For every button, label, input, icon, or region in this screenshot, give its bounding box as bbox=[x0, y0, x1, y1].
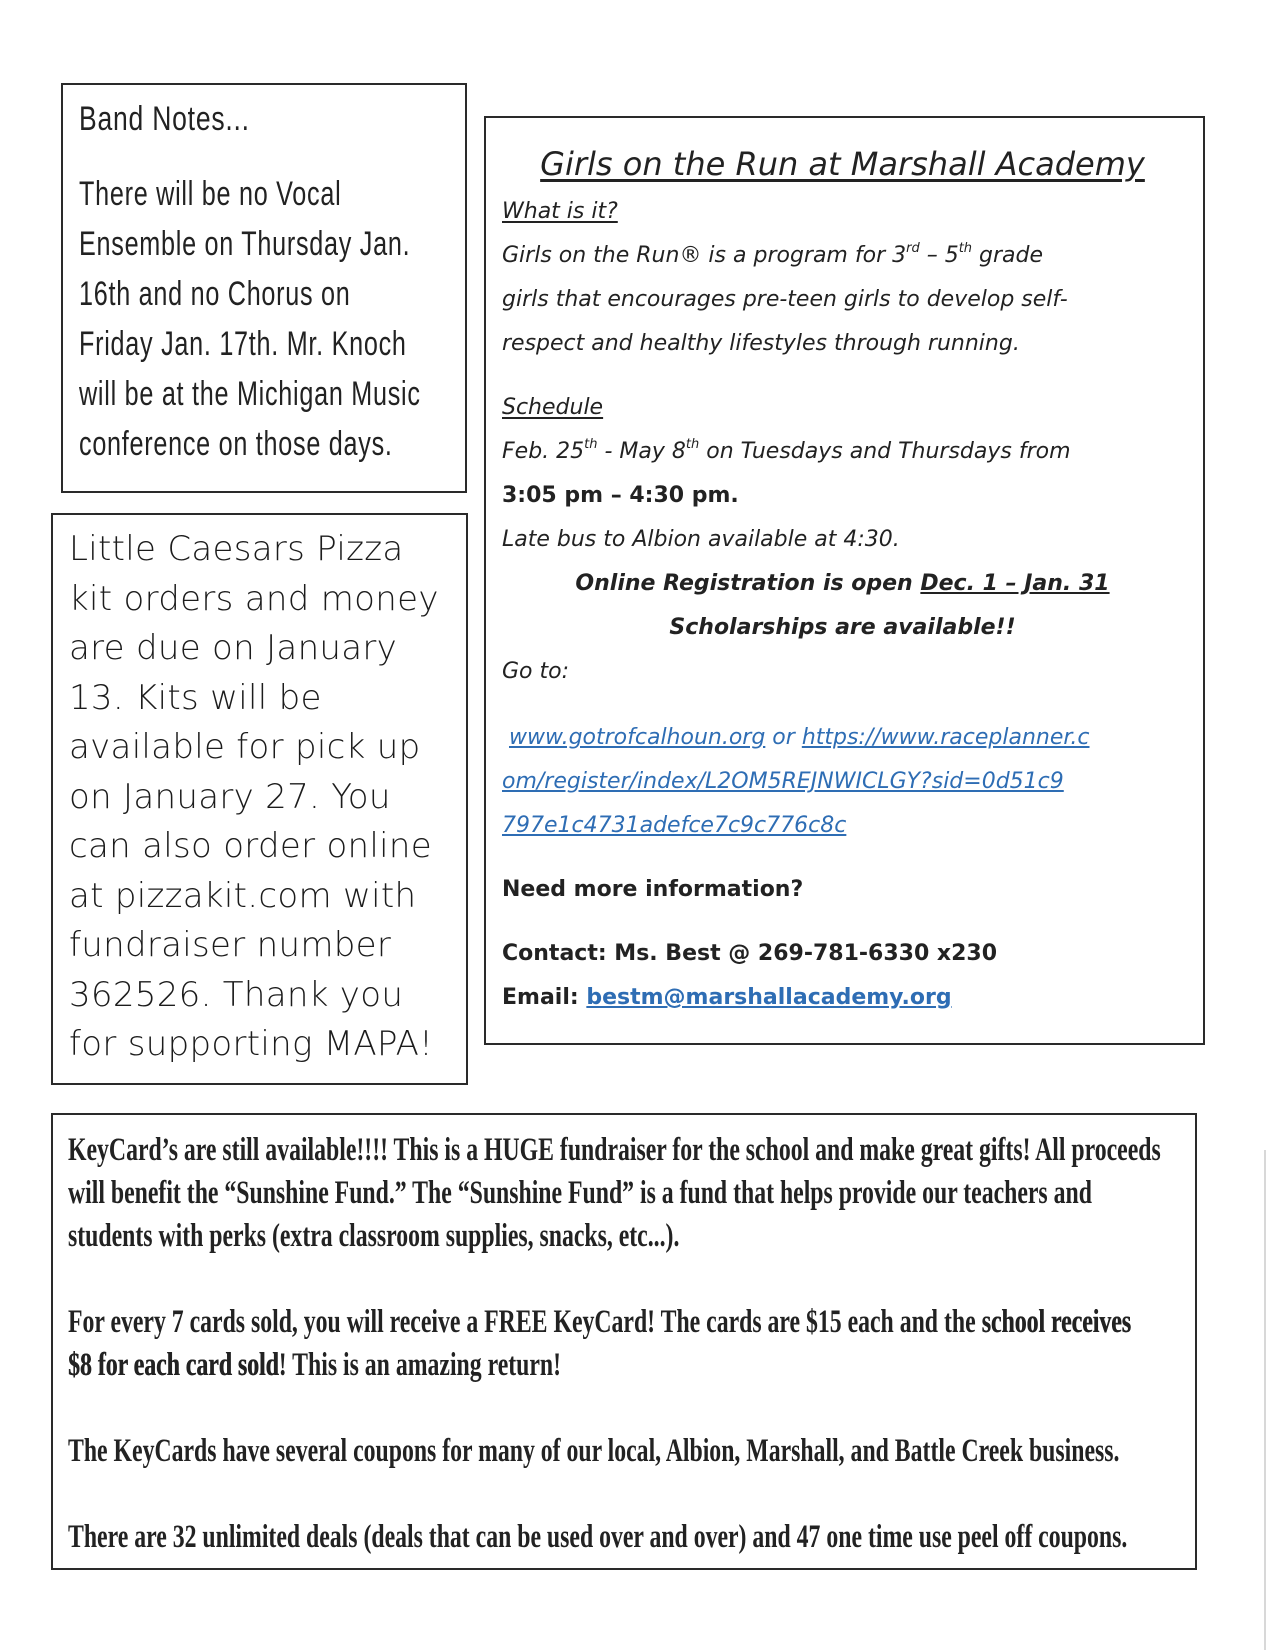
what-description-line: respect and healthy lifestyles through running. bbox=[502, 331, 1020, 356]
text: grade bbox=[972, 243, 1044, 268]
pizza-line: fundraiser number bbox=[69, 925, 392, 965]
text: Email: bbox=[502, 985, 587, 1010]
superscript: th bbox=[685, 437, 700, 452]
text: – 5 bbox=[919, 243, 959, 268]
late-bus-note: Late bus to Albion available at 4:30. bbox=[502, 527, 900, 552]
keycard-line: will benefit the “Sunshine Fund.” The “Sunshine Fund” is a fund that helps provide our teachers and bbox=[68, 1175, 1092, 1211]
pizza-kit-box bbox=[51, 513, 468, 1085]
keycard-box bbox=[51, 1113, 1197, 1570]
band-notes-title: Band Notes... bbox=[79, 100, 250, 138]
text: Feb. 25 bbox=[502, 439, 585, 464]
gotr-heading: Girls on the Run at Marshall Academy bbox=[540, 145, 1145, 183]
keycard-line: The KeyCards have several coupons for many of our local, Albion, Marshall, and Battle Creek business. bbox=[68, 1433, 1120, 1469]
scan-edge-line bbox=[1264, 1150, 1266, 1650]
superscript: th bbox=[584, 437, 598, 452]
need-info-label: Need more information? bbox=[502, 877, 804, 902]
raceplanner-link[interactable]: https://www.raceplanner.c bbox=[801, 725, 1090, 750]
pizza-line: on January 27. You bbox=[69, 776, 391, 817]
text: Girls on the Run® is a program for 3 bbox=[502, 243, 907, 268]
girls-on-the-run-box bbox=[484, 116, 1205, 1045]
text: ! This is an amazing return! bbox=[278, 1347, 562, 1383]
superscript: rd bbox=[906, 241, 920, 256]
email-link[interactable]: bestm@marshallacademy.org bbox=[586, 985, 952, 1010]
keycard-line bbox=[68, 1344, 871, 1387]
links-line bbox=[502, 716, 1183, 760]
links-line bbox=[502, 804, 1183, 848]
email-line bbox=[502, 976, 1183, 1020]
pizza-line: 362526. Thank you bbox=[69, 974, 404, 1015]
pizza-line: for supporting MAPA! bbox=[69, 1024, 434, 1064]
raceplanner-link[interactable]: om/register/index/L2OM5REJNWICLGY?sid=0d51c9 bbox=[502, 769, 1064, 794]
pizza-line: Little Caesars Pizza bbox=[69, 529, 404, 569]
registration-note bbox=[502, 562, 1183, 606]
what-is-it-label: What is it? bbox=[502, 199, 618, 224]
gotr-calhoun-link[interactable]: www.gotrofcalhoun.org bbox=[509, 725, 766, 750]
links-line bbox=[502, 760, 1183, 804]
band-notes-line: 16th and no Chorus on bbox=[79, 275, 351, 313]
band-notes-line: Friday Jan. 17th. Mr. Knoch bbox=[79, 325, 407, 363]
text: - May 8 bbox=[597, 439, 686, 464]
band-notes-line: There will be no Vocal bbox=[79, 175, 342, 213]
band-notes-line: will be at the Michigan Music bbox=[79, 375, 421, 413]
pizza-line: kit orders and money bbox=[69, 578, 439, 619]
keycard-line: students with perks (extra classroom supplies, snacks, etc...). bbox=[68, 1218, 680, 1254]
emphasis: school receives bbox=[981, 1304, 1131, 1340]
emphasis: $8 for each card sold bbox=[68, 1347, 279, 1383]
pizza-line: are due on January bbox=[69, 628, 398, 668]
contact-line: Contact: Ms. Best @ 269-781-6330 x230 bbox=[502, 941, 998, 966]
band-notes-box bbox=[61, 83, 467, 493]
superscript: th bbox=[958, 241, 973, 256]
registration-dates: Dec. 1 – Jan. 31 bbox=[920, 571, 1110, 596]
text: or bbox=[765, 725, 802, 750]
text: For every 7 cards sold, you will receive a FREE KeyCard! The cards are $15 each and the bbox=[68, 1304, 982, 1340]
pizza-line: available for pick up bbox=[69, 727, 421, 767]
text: on Tuesdays and Thursdays from bbox=[699, 439, 1071, 464]
what-description-line bbox=[502, 234, 1183, 278]
scholarships-note: Scholarships are available!! bbox=[669, 615, 1016, 640]
keycard-line bbox=[68, 1301, 1131, 1344]
schedule-dates bbox=[502, 430, 1183, 474]
text: Online Registration is open bbox=[575, 571, 921, 596]
goto-label: Go to: bbox=[502, 659, 569, 684]
band-notes-line: Ensemble on Thursday Jan. bbox=[79, 225, 411, 263]
what-description-line: girls that encourages pre-teen girls to develop self- bbox=[502, 287, 1068, 312]
band-notes-line: conference on those days. bbox=[79, 425, 393, 463]
pizza-line: 13. Kits will be bbox=[69, 677, 322, 718]
raceplanner-link[interactable]: 797e1c4731adefce7c9c776c8c bbox=[502, 813, 847, 838]
keycard-line: KeyCard’s are still available!!!! This is a HUGE fundraiser for the school and make great gifts! All proceeds bbox=[68, 1132, 1161, 1168]
schedule-label: Schedule bbox=[502, 395, 604, 420]
pizza-line: at pizzakit.com with bbox=[69, 875, 417, 916]
schedule-time: 3:05 pm – 4:30 pm. bbox=[502, 483, 739, 508]
pizza-line: can also order online bbox=[69, 826, 432, 866]
keycard-line: There are 32 unlimited deals (deals that can be used over and over) and 47 one time use peel off coupons. bbox=[68, 1519, 1128, 1555]
